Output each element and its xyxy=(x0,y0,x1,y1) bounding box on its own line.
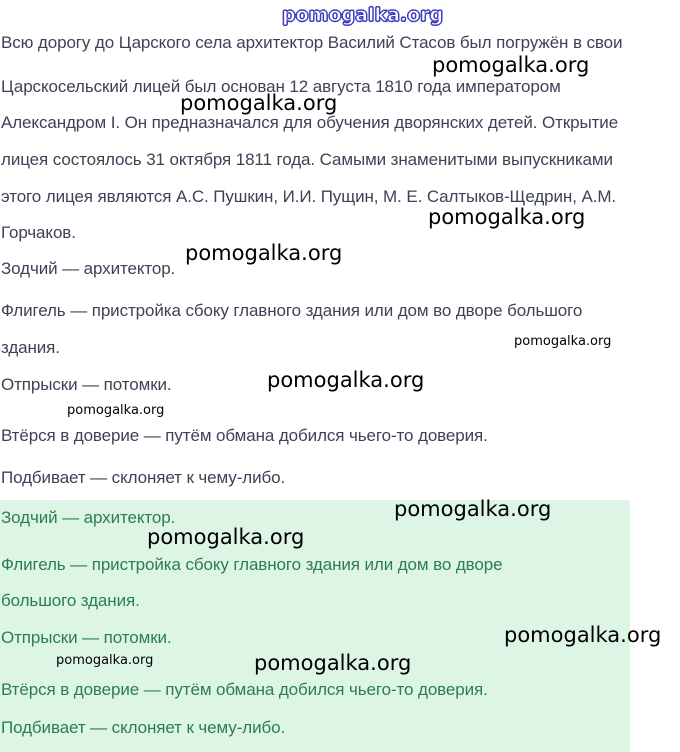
text-line: этого лицея являются А.С. Пушкин, И.И. Пущин, М. Е. Салтыков-Щедрин, А.М. xyxy=(1,187,617,206)
highlight-line: большого здания. xyxy=(1,591,140,610)
highlight-line: Подбивает — склоняет к чему-либо. xyxy=(1,718,286,737)
watermark: pomogalka.org xyxy=(432,53,590,77)
text-line: Горчаков. xyxy=(1,223,76,242)
highlight-line: Флигель — пристройка сбоку главного здания или дом во дворе xyxy=(1,555,503,574)
watermark: pomogalka.org xyxy=(56,653,154,668)
highlight-line: Зодчий — архитектор. xyxy=(1,508,176,527)
text-line: Александром I. Он предназначался для обучения дворянских детей. Открытие xyxy=(1,113,619,132)
watermark: pomogalka.org xyxy=(185,241,343,265)
text-line: Царскосельский лицей был основан 12 августа 1810 года императором xyxy=(1,77,561,96)
watermark: pomogalka.org xyxy=(67,403,165,418)
watermark: pomogalka.org xyxy=(394,497,552,521)
watermark: pomogalka.org xyxy=(267,368,425,392)
watermark: pomogalka.org xyxy=(428,205,586,229)
highlight-line: Втёрся в доверие — путём обмана добился чьего-то доверия. xyxy=(1,680,488,699)
watermark: pomogalka.org xyxy=(504,623,662,647)
text-line: лицея состоялось 31 октября 1811 года. Самыми знаменитыми выпускниками xyxy=(1,150,613,169)
definition-line: здания. xyxy=(1,338,60,357)
text-line: Всю дорогу до Царского села архитектор Василий Стасов был погружён в свои xyxy=(1,33,623,52)
highlight-line: Отпрыски — потомки. xyxy=(1,628,172,647)
definition-line: Отпрыски — потомки. xyxy=(1,375,172,394)
definition-line: Флигель — пристройка сбоку главного здания или дом во дворе большого xyxy=(1,301,583,320)
watermark: pomogalka.org xyxy=(180,91,338,115)
definition-line: Зодчий — архитектор. xyxy=(1,259,176,278)
watermark: pomogalka.org xyxy=(514,334,612,349)
definition-line: Подбивает — склоняет к чему-либо. xyxy=(1,468,286,487)
watermark: pomogalka.org xyxy=(147,525,305,549)
definition-line: Втёрся в доверие — путём обмана добился чьего-то доверия. xyxy=(1,426,488,445)
watermark-outline: pomogalka.org xyxy=(282,4,444,26)
watermark: pomogalka.org xyxy=(254,651,412,675)
